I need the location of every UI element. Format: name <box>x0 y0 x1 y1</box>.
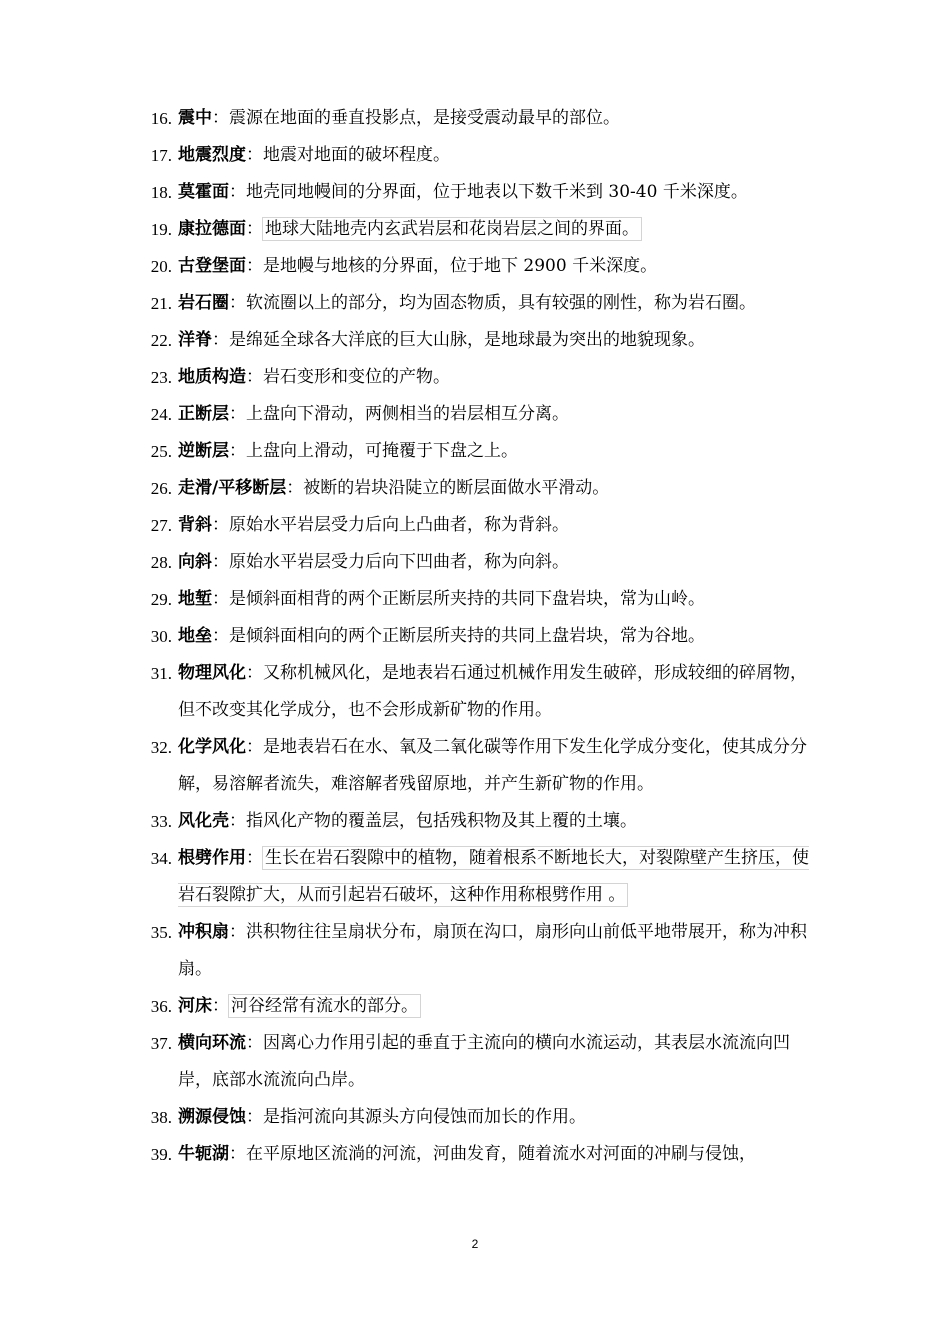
entry-separator: ： <box>212 515 229 535</box>
entry-separator: ： <box>229 922 246 942</box>
entry-body <box>178 507 810 544</box>
glossary-entry <box>0 137 950 174</box>
glossary-entry <box>0 174 950 211</box>
entry-separator: ： <box>212 552 229 572</box>
entry-number: 29. <box>150 590 172 609</box>
entry-body <box>178 655 810 729</box>
entry-definition: 又称机械风化，是地表岩石通过机械作用发生破碎，形成较细的碎屑物，但不改变其化学成分，也不会形成新矿物的作用。 <box>178 663 807 720</box>
glossary-entry <box>0 655 950 729</box>
entry-number: 25. <box>150 442 172 461</box>
entry-definition: 是地幔与地核的分界面，位于地下 2900 千米深度。 <box>263 256 658 276</box>
entry-separator: ： <box>246 663 263 683</box>
entry-number: 35. <box>150 923 172 942</box>
entry-term: 风化壳 <box>178 811 229 831</box>
entry-definition: 是地表岩石在水、氧及二氧化碳等作用下发生化学成分变化，使其成分分解，易溶解者流失，难溶解者残留原地，并产生新矿物的作用。 <box>178 737 807 794</box>
entry-body <box>178 1025 810 1099</box>
entry-term: 溯源侵蚀 <box>178 1107 246 1127</box>
glossary-entry <box>0 396 950 433</box>
entry-number: 23. <box>150 368 172 387</box>
entry-body <box>178 988 810 1025</box>
glossary-entry <box>0 618 950 655</box>
entry-term: 河床 <box>178 996 212 1016</box>
entry-definition: 在平原地区流淌的河流，河曲发育，随着流水对河面的冲刷与侵蚀， <box>246 1144 756 1164</box>
entry-body <box>178 285 810 322</box>
entry-separator: ： <box>229 293 246 313</box>
entry-body <box>178 248 810 285</box>
entry-body <box>178 322 810 359</box>
entry-term: 走滑/平移断层 <box>178 478 287 498</box>
glossary-entry <box>0 507 950 544</box>
entry-number: 37. <box>150 1034 172 1053</box>
entry-definition: 软流圈以上的部分，均为固态物质，具有较强的刚性，称为岩石圈。 <box>246 293 756 313</box>
entry-separator: ： <box>246 145 263 165</box>
glossary-entry <box>0 803 950 840</box>
glossary-entry <box>0 433 950 470</box>
entry-separator: ： <box>212 330 229 350</box>
glossary-entry <box>0 285 950 322</box>
entry-separator: ： <box>212 108 229 128</box>
entry-term: 背斜 <box>178 515 212 535</box>
entry-separator: ： <box>229 182 246 202</box>
entry-number: 24. <box>150 405 172 424</box>
entry-body <box>178 211 810 248</box>
entry-separator: ： <box>246 367 263 387</box>
entry-body <box>178 618 810 655</box>
entry-number: 17. <box>150 146 172 165</box>
entry-term: 化学风化 <box>178 737 246 757</box>
entry-separator: ： <box>229 441 246 461</box>
entry-number: 30. <box>150 627 172 646</box>
entry-definition: 地球大陆地壳内玄武岩层和花岗岩层之间的界面。 <box>265 219 639 239</box>
glossary-entry <box>0 914 950 988</box>
entry-number: 22. <box>150 331 172 350</box>
entry-definition: 被断的岩块沿陡立的断层面做水平滑动。 <box>303 478 610 498</box>
entry-number: 31. <box>150 664 172 683</box>
entry-separator: ： <box>229 1144 246 1164</box>
glossary-entry <box>0 729 950 803</box>
entry-definition: 上盘向上滑动，可掩覆于下盘之上。 <box>246 441 518 461</box>
glossary-entry <box>0 470 950 507</box>
entry-number: 20. <box>150 257 172 276</box>
entry-number: 19. <box>150 220 172 239</box>
entry-term: 康拉德面 <box>178 219 246 239</box>
entry-body <box>178 1136 810 1173</box>
entry-term: 古登堡面 <box>178 256 246 276</box>
glossary-entry <box>0 544 950 581</box>
glossary-entry <box>0 1025 950 1099</box>
entry-term: 洋脊 <box>178 330 212 350</box>
entry-separator: ： <box>246 848 263 868</box>
glossary-entry <box>0 840 950 914</box>
entry-body <box>178 729 810 803</box>
entry-term: 地质构造 <box>178 367 246 387</box>
entry-definition: 上盘向下滑动，两侧相当的岩层相互分离。 <box>246 404 569 424</box>
glossary-entry <box>0 211 950 248</box>
entry-body <box>178 174 810 211</box>
entry-separator: ： <box>246 1033 263 1053</box>
page-number: 2 <box>471 1237 479 1251</box>
glossary-entry <box>0 322 950 359</box>
entry-definition: 地震对地面的破坏程度。 <box>263 145 450 165</box>
entry-number: 33. <box>150 812 172 831</box>
entry-definition: 地壳同地幔间的分界面，位于地表以下数千米到 30-40 千米深度。 <box>246 182 748 202</box>
entry-number: 28. <box>150 553 172 572</box>
entry-number: 26. <box>150 479 172 498</box>
entry-term: 正断层 <box>178 404 229 424</box>
entry-separator: ： <box>229 811 246 831</box>
entry-term: 岩石圈 <box>178 293 229 313</box>
entry-definition: 原始水平岩层受力后向下凹曲者，称为向斜。 <box>229 552 569 572</box>
glossary-entry <box>0 1136 950 1173</box>
entry-separator: ： <box>212 996 229 1016</box>
entry-definition: 岩石变形和变位的产物。 <box>263 367 450 387</box>
entry-definition: 因离心力作用引起的垂直于主流向的横向水流运动，其表层水流流向凹岸，底部水流流向凸岸。 <box>178 1033 790 1090</box>
entry-term: 地堑 <box>178 589 212 609</box>
entry-definition: 是倾斜面相背的两个正断层所夹持的共同下盘岩块，常为山岭。 <box>229 589 705 609</box>
entry-number: 34. <box>150 849 172 868</box>
entry-separator: ： <box>246 256 263 276</box>
entry-definition: 洪积物往往呈扇状分布，扇顶在沟口，扇形向山前低平地带展开，称为冲积扇。 <box>178 922 807 979</box>
entry-definition: 生长在岩石裂隙中的植物，随着根系不断地长大，对裂隙壁产生挤压，使岩石裂隙扩大，从而引起岩石破坏，这种作用称根劈作用 。 <box>178 848 809 905</box>
glossary-entry <box>0 248 950 285</box>
entry-body <box>178 581 810 618</box>
entry-term: 地垒 <box>178 626 212 646</box>
entry-separator: ： <box>246 1107 263 1127</box>
entry-body <box>178 840 810 914</box>
entry-definition: 指风化产物的覆盖层，包括残积物及其上覆的土壤。 <box>246 811 637 831</box>
entry-body <box>178 396 810 433</box>
entry-definition: 震源在地面的垂直投影点，是接受震动最早的部位。 <box>229 108 620 128</box>
entry-term: 莫霍面 <box>178 182 229 202</box>
entry-number: 38. <box>150 1108 172 1127</box>
entry-term: 震中 <box>178 108 212 128</box>
entry-term: 牛轭湖 <box>178 1144 229 1164</box>
entry-number: 18. <box>150 183 172 202</box>
entry-number: 39. <box>150 1145 172 1164</box>
entry-body <box>178 137 810 174</box>
entry-definition: 是倾斜面相向的两个正断层所夹持的共同上盘岩块，常为谷地。 <box>229 626 705 646</box>
entry-term: 向斜 <box>178 552 212 572</box>
entry-term: 根劈作用 <box>178 848 246 868</box>
entry-body <box>178 433 810 470</box>
entry-separator: ： <box>229 404 246 424</box>
entry-body <box>178 1099 810 1136</box>
entry-term: 横向环流 <box>178 1033 246 1053</box>
entry-body <box>178 544 810 581</box>
entry-term: 冲积扇 <box>178 922 229 942</box>
entry-body <box>178 914 810 988</box>
entry-number: 21. <box>150 294 172 313</box>
glossary-entry <box>0 1099 950 1136</box>
entry-term: 地震烈度 <box>178 145 246 165</box>
glossary-entry <box>0 100 950 137</box>
entry-body <box>178 359 810 396</box>
entry-definition: 原始水平岩层受力后向上凸曲者，称为背斜。 <box>229 515 569 535</box>
entry-separator: ： <box>212 589 229 609</box>
entry-number: 16. <box>150 109 172 128</box>
glossary-entry <box>0 581 950 618</box>
entry-body <box>178 803 810 840</box>
entry-separator: ： <box>212 626 229 646</box>
entry-separator: ： <box>286 478 304 498</box>
entry-term: 逆断层 <box>178 441 229 461</box>
glossary-list <box>0 100 950 1173</box>
entry-definition: 是绵延全球各大洋底的巨大山脉，是地球最为突出的地貌现象。 <box>229 330 705 350</box>
entry-number: 36. <box>150 997 172 1016</box>
entry-definition: 河谷经常有流水的部分。 <box>231 996 418 1016</box>
entry-term: 物理风化 <box>178 663 246 683</box>
glossary-entry <box>0 988 950 1025</box>
entry-separator: ： <box>246 737 263 757</box>
entry-definition: 是指河流向其源头方向侵蚀而加长的作用。 <box>263 1107 586 1127</box>
entry-number: 32. <box>150 738 172 757</box>
entry-separator: ： <box>246 219 263 239</box>
entry-body <box>178 100 810 137</box>
entry-body <box>178 470 810 507</box>
glossary-entry <box>0 359 950 396</box>
entry-number: 27. <box>150 516 172 535</box>
